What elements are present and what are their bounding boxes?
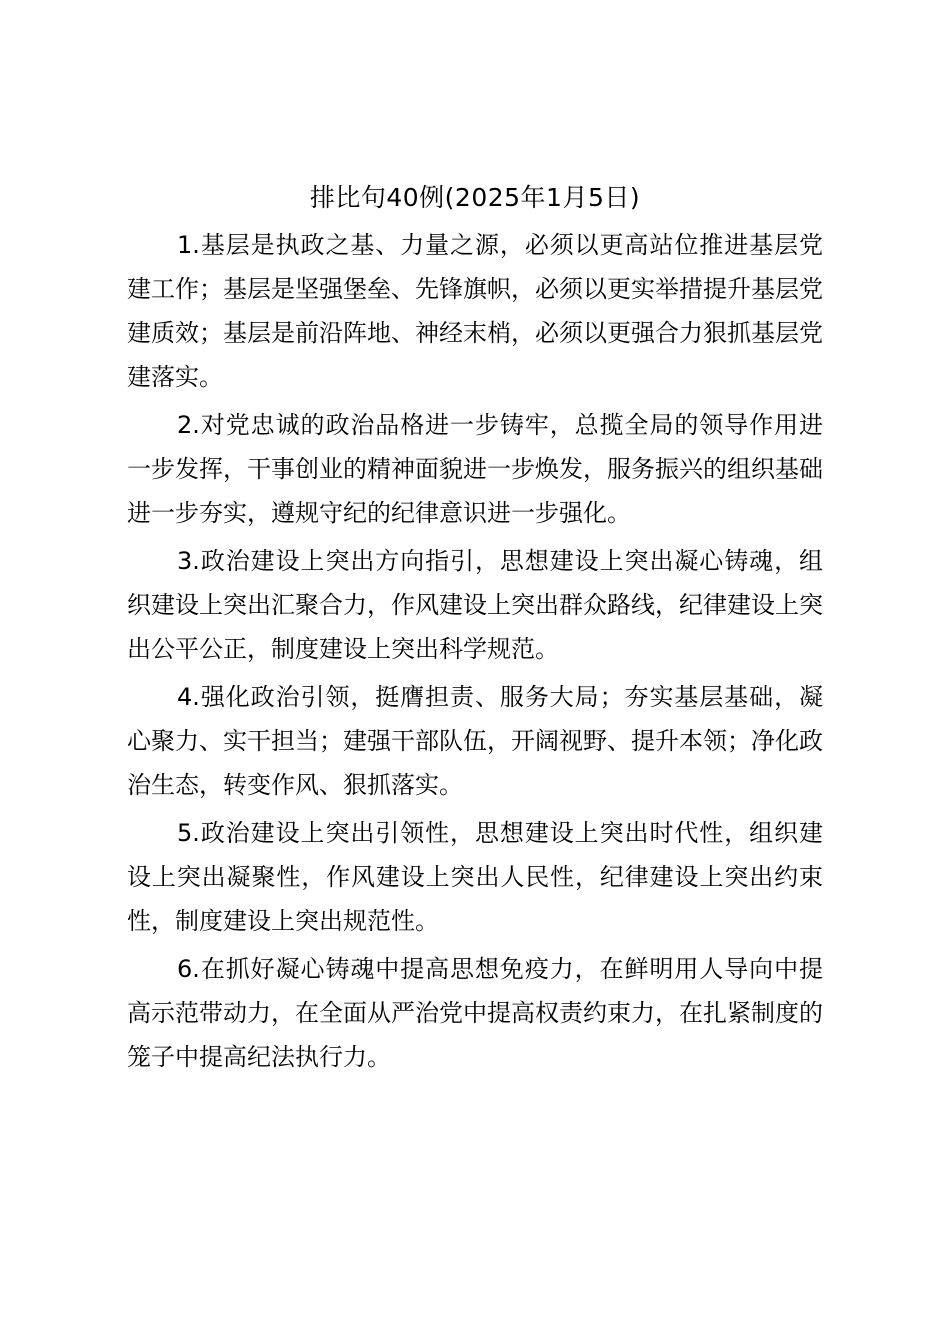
paragraph-1: 1.基层是执政之基、力量之源，必须以更高站位推进基层党建工作；基层是坚强堡垒、先锋旗帜，必须以更实举措提升基层党建质效；基层是前沿阵地、神经末梢，必须以更强合力狠抓基层党建落实。 [127,231,823,391]
paragraph-2: 2.对党忠诚的政治品格进一步铸牢，总揽全局的领导作用进一步发挥，干事创业的精神面貌进一步焕发，服务振兴的组织基础进一步夯实，遵规守纪的纪律意识进一步强化。 [127,411,823,527]
paragraph-5: 5.政治建设上突出引领性，思想建设上突出时代性，组织建设上突出凝聚性，作风建设上突出人民性，纪律建设上突出约束性，制度建设上突出规范性。 [127,819,823,935]
document-title: 排比句40例(2025年1月5日) [309,183,641,212]
paragraph-3: 3.政治建设上突出方向指引，思想建设上突出凝心铸魂，组织建设上突出汇聚合力，作风建设上突出群众路线，纪律建设上突出公平公正，制度建设上突出科学规范。 [127,547,823,663]
document-body [127,223,823,1083]
paragraph-4: 4.强化政治引领，挺膺担责、服务大局；夯实基层基础，凝心聚力、实干担当；建强干部队伍，开阔视野、提升本领；净化政治生态，转变作风、狠抓落实。 [127,683,823,799]
paragraph-6: 6.在抓好凝心铸魂中提高思想免疫力，在鲜明用人导向中提高示范带动力，在全面从严治党中提高权责约束力，在扎紧制度的笼子中提高纪法执行力。 [127,955,823,1071]
